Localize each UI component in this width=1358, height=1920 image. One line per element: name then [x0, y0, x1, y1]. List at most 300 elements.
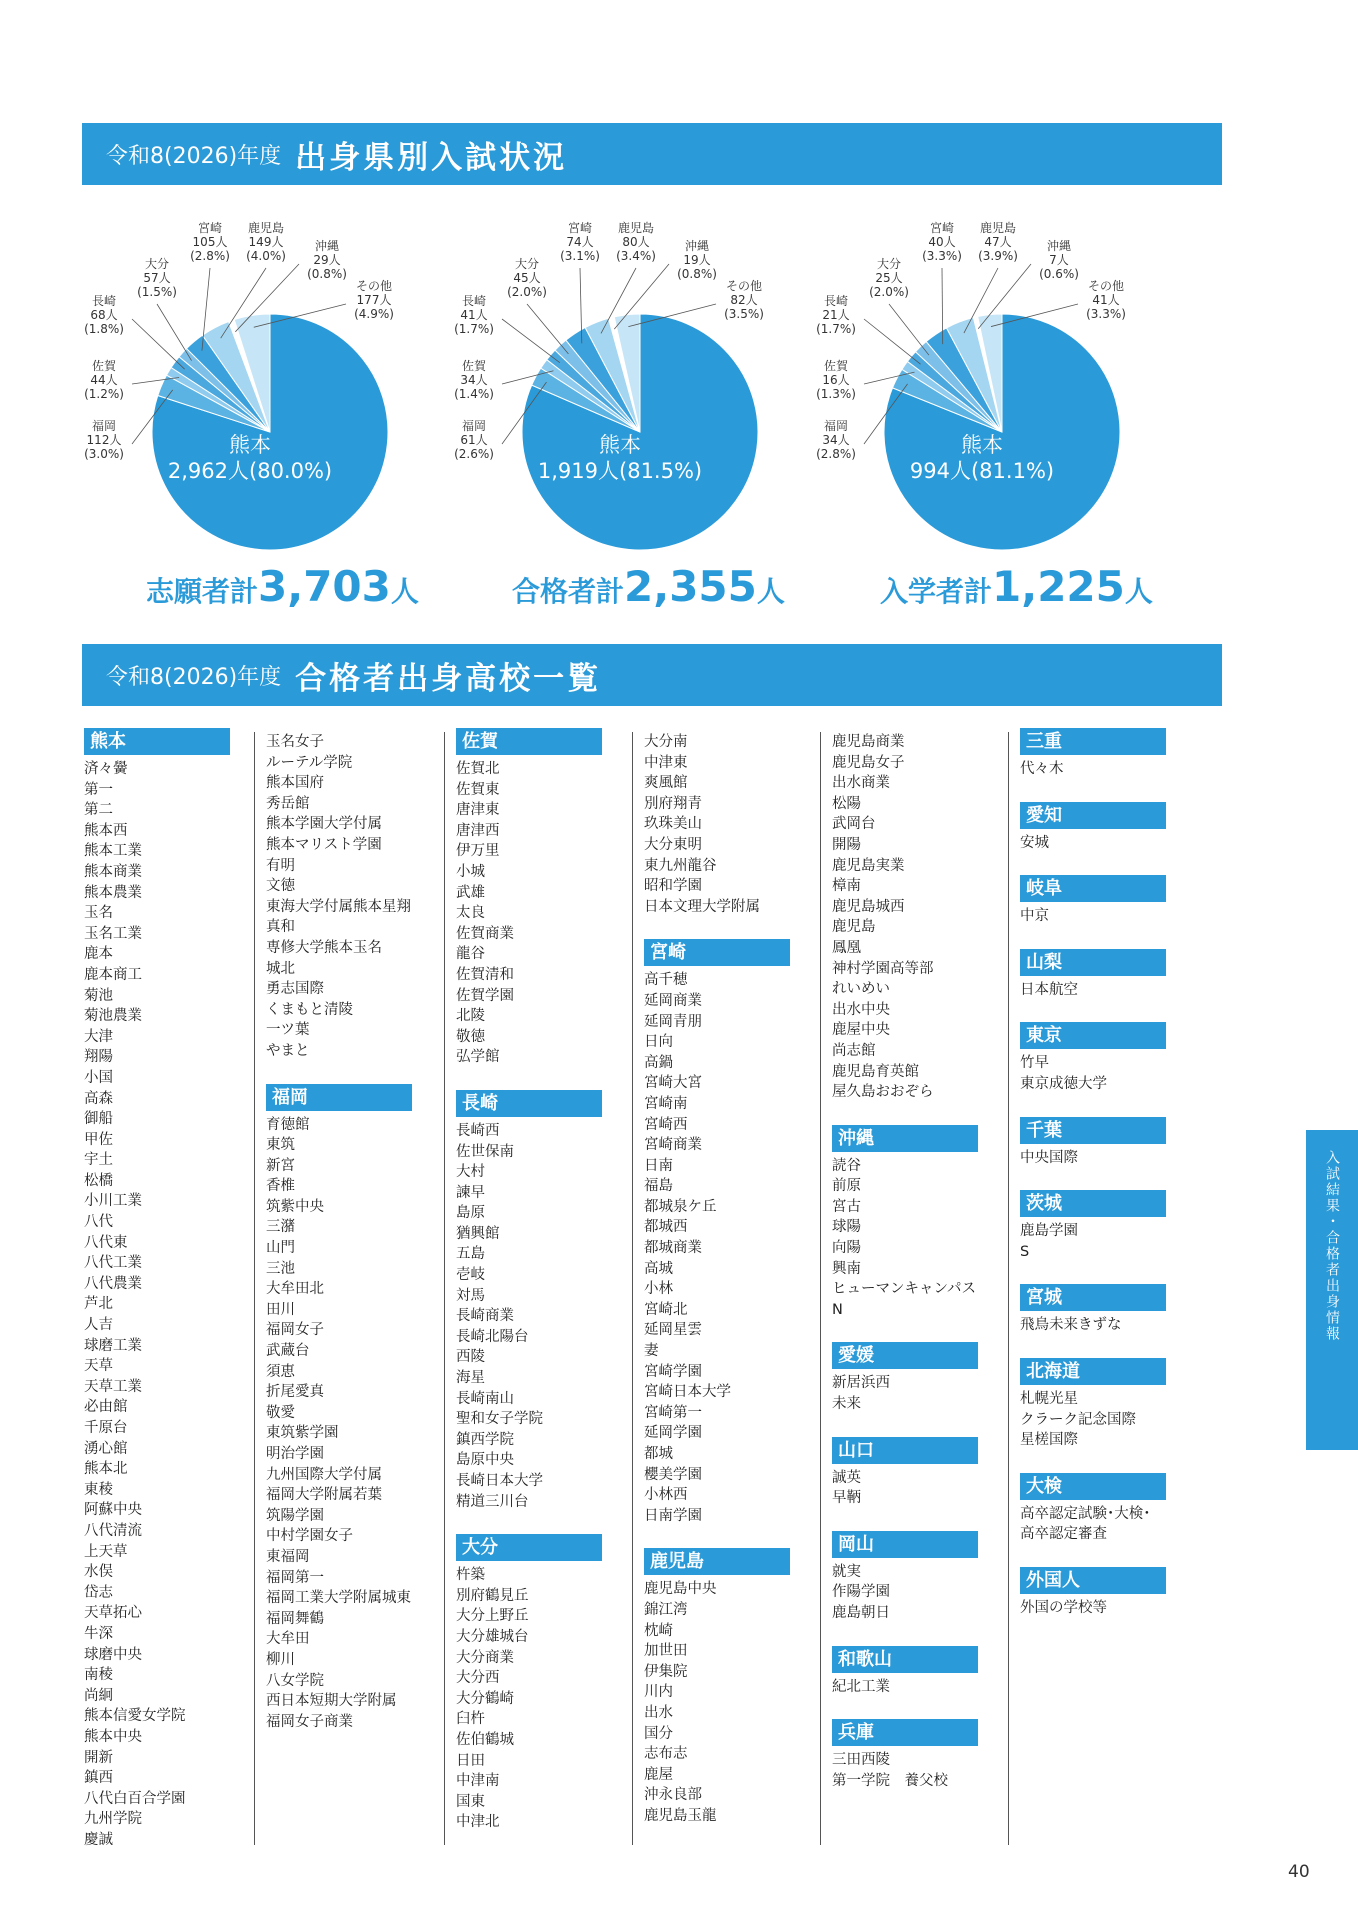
school-name: 八代白百合学園 — [84, 1790, 186, 1807]
school-name: 鹿島学園 — [1020, 1223, 1078, 1240]
school-name: 大牟田 — [266, 1631, 310, 1648]
school-name: 福岡第一 — [266, 1569, 324, 1586]
prefecture-heading: 三重 — [1020, 728, 1166, 755]
svg-text:(1.5%): (1.5%) — [137, 285, 177, 299]
prefecture-heading: 福岡 — [266, 1084, 412, 1111]
pie-leader-line — [132, 319, 185, 369]
school-name: 日本文理大学附属 — [644, 898, 760, 915]
school-name: 北陵 — [456, 1008, 485, 1025]
prefecture-heading: 長崎 — [456, 1090, 602, 1117]
school-name: 延岡商業 — [644, 992, 702, 1009]
section-era: 令和8(2026)年度 — [106, 143, 282, 169]
school-name: 高卒認定審査 — [1020, 1526, 1107, 1543]
svg-text:74人: 74人 — [566, 235, 594, 249]
school-name: 鹿児島玉龍 — [644, 1807, 717, 1824]
column-divider — [1008, 732, 1009, 1845]
school-name: 杵築 — [456, 1567, 485, 1584]
pie-chart-enrolled — [814, 200, 1154, 560]
school-name: 樟南 — [832, 878, 861, 895]
school-name: 国東 — [456, 1793, 485, 1810]
school-name: 中村学園女子 — [266, 1528, 353, 1545]
svg-text:鹿児島: 鹿児島 — [247, 221, 285, 235]
pie-leader-line — [864, 319, 921, 364]
pie-label-5 — [922, 220, 962, 263]
school-name: N — [832, 1301, 843, 1318]
svg-text:34人: 34人 — [822, 433, 850, 447]
pie-chart-passed — [452, 200, 792, 560]
school-name: 川内 — [644, 1684, 673, 1701]
pie-main-label-name: 熊本 — [961, 433, 1003, 457]
svg-text:(4.0%): (4.0%) — [246, 249, 286, 263]
school-name: 福島 — [644, 1178, 673, 1195]
school-name: 加世田 — [644, 1643, 688, 1660]
school-name: 芦北 — [84, 1296, 113, 1313]
pie-label-7 — [677, 238, 717, 281]
school-name: 日向 — [644, 1034, 673, 1051]
svg-text:その他: その他 — [1087, 279, 1125, 293]
school-name: 佐賀清和 — [456, 966, 514, 983]
school-name: 湧心館 — [84, 1440, 128, 1457]
school-name: 玉名 — [84, 905, 113, 922]
school-name: 八代東 — [84, 1234, 128, 1251]
school-name: 大牟田北 — [266, 1281, 324, 1298]
pie-leader-line — [502, 319, 560, 363]
school-name: 佐世保南 — [456, 1143, 514, 1160]
svg-text:57人: 57人 — [143, 271, 171, 285]
school-name: 宇土 — [84, 1152, 113, 1169]
prefecture-heading: 兵庫 — [832, 1719, 978, 1746]
school-name: 精道三川台 — [456, 1493, 529, 1510]
school-name: 東稜 — [84, 1481, 113, 1498]
school-column — [84, 728, 230, 1868]
school-name: 一ツ葉 — [266, 1022, 310, 1039]
pie-leader-line — [527, 304, 568, 354]
total-enrolled — [880, 562, 1153, 611]
school-name: 高千穂 — [644, 972, 688, 989]
school-name: 須恵 — [266, 1363, 295, 1380]
school-name: 唐津西 — [456, 822, 500, 839]
svg-text:34人: 34人 — [460, 373, 488, 387]
school-name: 誠英 — [832, 1469, 861, 1486]
school-name: 東京成徳大学 — [1020, 1075, 1107, 1092]
svg-text:(1.2%): (1.2%) — [84, 387, 124, 401]
school-name: 早鞆 — [832, 1490, 861, 1507]
section-title: 出身県別入試状況 — [295, 139, 568, 176]
school-name: 志布志 — [644, 1746, 688, 1763]
prefecture-heading: 大分 — [456, 1534, 602, 1561]
school-name: 錦江湾 — [644, 1601, 688, 1618]
school-name: 日田 — [456, 1752, 485, 1769]
school-name: 人吉 — [84, 1317, 113, 1334]
school-name: 熊本北 — [84, 1461, 128, 1478]
school-name: 筑紫中央 — [266, 1198, 324, 1215]
svg-text:25人: 25人 — [875, 271, 903, 285]
school-name: 真和 — [266, 919, 295, 936]
school-name: 高卒認定試験･大検･ — [1020, 1505, 1151, 1522]
school-name: 玖珠美山 — [644, 816, 702, 833]
school-column — [456, 728, 602, 1851]
school-name: 都城商業 — [644, 1240, 702, 1257]
pie-label-6 — [246, 220, 286, 263]
prefecture-heading: 愛知 — [1020, 802, 1166, 829]
school-name: 第二 — [84, 802, 113, 819]
school-name: 佐伯鶴城 — [456, 1731, 514, 1748]
pie-chart-applicants — [82, 200, 422, 560]
school-name: 尚志館 — [832, 1042, 876, 1059]
school-name: 宮崎西 — [644, 1116, 688, 1133]
school-name: やまと — [266, 1042, 310, 1059]
school-column — [266, 728, 412, 1750]
svg-text:長崎: 長崎 — [823, 294, 849, 308]
school-name: 球磨工業 — [84, 1337, 142, 1354]
svg-text:(2.0%): (2.0%) — [869, 285, 909, 299]
school-name: 福岡舞鶴 — [266, 1610, 324, 1627]
svg-text:大分: 大分 — [144, 257, 170, 271]
school-name: 第一学院 養父校 — [832, 1772, 948, 1789]
school-name: 専修大学熊本玉名 — [266, 939, 382, 956]
school-name: 球陽 — [832, 1219, 861, 1236]
school-name: 水俣 — [84, 1564, 113, 1581]
school-name: 阿蘇中央 — [84, 1502, 142, 1519]
school-name: 武岡台 — [832, 816, 876, 833]
svg-text:佐賀: 佐賀 — [461, 359, 487, 373]
school-name: 延岡学園 — [644, 1425, 702, 1442]
school-name: 太良 — [456, 905, 485, 922]
school-name: 東海大学付属熊本星翔 — [266, 898, 411, 915]
school-column — [644, 728, 790, 1845]
svg-text:宮崎: 宮崎 — [197, 221, 223, 235]
prefecture-heading: 沖縄 — [832, 1125, 978, 1152]
school-name: 都城 — [644, 1446, 673, 1462]
school-name: 中央国際 — [1020, 1149, 1078, 1166]
svg-text:その他: その他 — [355, 279, 393, 293]
school-name: 佐賀東 — [456, 781, 500, 798]
svg-text:大分: 大分 — [876, 257, 902, 271]
svg-text:177人: 177人 — [356, 293, 392, 307]
school-name: 菊池 — [84, 987, 113, 1004]
svg-text:福岡: 福岡 — [91, 419, 117, 433]
total-unit: 人 — [390, 575, 419, 608]
school-name: 長崎日本大学 — [456, 1473, 543, 1489]
total-unit: 人 — [756, 575, 785, 608]
school-name: 高森 — [84, 1090, 113, 1107]
column-divider — [444, 732, 445, 1845]
prefecture-heading: 山梨 — [1020, 949, 1166, 976]
svg-text:(3.4%): (3.4%) — [616, 249, 656, 263]
school-name: 必由館 — [84, 1399, 128, 1416]
school-name: 紀北工業 — [832, 1678, 890, 1695]
svg-text:44人: 44人 — [90, 373, 118, 387]
school-name: 聖和女子学院 — [456, 1411, 543, 1428]
school-name: 熊本学園大学付属 — [266, 816, 382, 833]
pie-label-8 — [724, 278, 764, 321]
svg-text:福岡: 福岡 — [461, 419, 487, 433]
school-name: 熊本中央 — [84, 1728, 142, 1745]
school-name: 就実 — [832, 1563, 861, 1580]
svg-text:長崎: 長崎 — [461, 294, 487, 308]
school-name: 中京 — [1020, 908, 1049, 925]
column-divider — [820, 732, 821, 1845]
school-name: 宮崎北 — [644, 1301, 688, 1318]
school-name: 弘学館 — [456, 1049, 500, 1066]
pie-label-5 — [190, 220, 230, 263]
school-name: 日本航空 — [1020, 981, 1078, 998]
prefecture-heading: 北海道 — [1020, 1358, 1166, 1385]
school-name: 開新 — [84, 1749, 113, 1766]
school-name: 興南 — [832, 1260, 861, 1277]
school-name: 向陽 — [832, 1240, 861, 1257]
school-name: 鳳凰 — [832, 939, 861, 956]
svg-text:(2.6%): (2.6%) — [454, 447, 494, 461]
svg-text:7人: 7人 — [1049, 253, 1069, 267]
school-name: 千原台 — [84, 1420, 128, 1436]
school-name: 鎮西学院 — [456, 1431, 514, 1448]
school-name: 中津北 — [456, 1814, 500, 1831]
school-name: 田川 — [266, 1301, 295, 1318]
school-name: 大分東明 — [644, 836, 702, 853]
svg-text:80人: 80人 — [622, 235, 650, 249]
school-name: 熊本工業 — [84, 843, 142, 860]
school-name: 鹿児島城西 — [832, 898, 905, 915]
school-name: ヒューマンキャンパス — [832, 1281, 976, 1298]
prefecture-heading: 岡山 — [832, 1531, 978, 1558]
school-name: 中津東 — [644, 754, 688, 771]
school-name: 鹿本商工 — [84, 966, 142, 983]
school-name: 安城 — [1020, 834, 1049, 851]
school-name: 秀岳館 — [266, 795, 310, 812]
svg-text:宮崎: 宮崎 — [567, 221, 593, 235]
school-name: 長崎商業 — [456, 1308, 514, 1325]
school-name: 別府翔青 — [644, 795, 702, 812]
svg-text:40人: 40人 — [928, 235, 956, 249]
svg-text:沖縄: 沖縄 — [1046, 239, 1072, 253]
school-name: 大分鶴崎 — [456, 1690, 514, 1707]
school-name: 星槎国際 — [1020, 1432, 1078, 1449]
school-name: 海星 — [456, 1370, 485, 1387]
school-name: 岱志 — [84, 1584, 113, 1601]
school-name: 大分西 — [456, 1670, 500, 1687]
school-name: 開陽 — [832, 836, 861, 853]
school-name: 熊本農業 — [84, 884, 142, 901]
school-name: 宮崎学園 — [644, 1363, 702, 1380]
school-name: 菊池農業 — [84, 1008, 142, 1025]
school-name: 東九州龍谷 — [644, 857, 717, 874]
svg-text:(3.5%): (3.5%) — [724, 307, 764, 321]
pie-label-4 — [507, 256, 547, 299]
school-name: 折尾愛真 — [266, 1384, 324, 1401]
school-name: 八代 — [84, 1214, 113, 1231]
school-name: 出水商業 — [832, 775, 890, 792]
svg-text:(3.3%): (3.3%) — [1086, 307, 1126, 321]
school-name: 武蔵台 — [266, 1343, 310, 1360]
prefecture-heading: 千葉 — [1020, 1117, 1166, 1144]
total-applicants — [146, 562, 419, 611]
school-name: 敬愛 — [266, 1404, 295, 1421]
svg-text:41人: 41人 — [1092, 293, 1120, 307]
school-name: 札幌光星 — [1020, 1390, 1078, 1407]
school-name: 第一 — [84, 781, 113, 798]
prefecture-heading: 岐阜 — [1020, 875, 1166, 902]
school-name: 福岡工業大学附属城東 — [266, 1590, 411, 1607]
school-name: 宮崎南 — [644, 1095, 688, 1112]
school-name: 神村学園高等部 — [832, 960, 934, 977]
school-name: 鹿屋中央 — [832, 1022, 890, 1039]
svg-text:(3.3%): (3.3%) — [922, 249, 962, 263]
school-name: 勇志国際 — [266, 981, 324, 998]
school-name: 鎮西 — [84, 1770, 113, 1787]
school-name: 熊本国府 — [266, 775, 324, 792]
school-name: 佐賀商業 — [456, 925, 514, 942]
school-name: 小林 — [644, 1281, 673, 1298]
school-name: 代々木 — [1020, 761, 1064, 777]
svg-text:45人: 45人 — [513, 271, 541, 285]
school-name: 鹿児島商業 — [832, 734, 905, 750]
school-name: 都城西 — [644, 1219, 688, 1236]
school-name: 三池 — [266, 1260, 295, 1277]
pie-label-6 — [616, 220, 656, 263]
pie-label-2 — [84, 358, 124, 401]
pie-main-label-name: 熊本 — [599, 433, 641, 457]
total-value: 1,225 — [992, 562, 1125, 611]
school-name: 熊本西 — [84, 822, 128, 839]
school-name: 福岡女子 — [266, 1322, 324, 1339]
pie-label-3 — [454, 293, 494, 336]
pie-label-8 — [354, 278, 394, 321]
pie-label-8 — [1086, 278, 1126, 321]
pie-label-1 — [84, 419, 124, 461]
svg-text:41人: 41人 — [460, 308, 488, 322]
school-name: 新居浜西 — [832, 1375, 890, 1392]
school-name: 東筑紫学園 — [266, 1425, 339, 1442]
school-name: 西陵 — [456, 1349, 485, 1366]
svg-text:29人: 29人 — [313, 253, 341, 267]
school-name: 文徳 — [266, 878, 295, 895]
svg-text:(1.7%): (1.7%) — [454, 322, 494, 336]
school-name: 五島 — [456, 1246, 485, 1263]
school-name: 小川工業 — [84, 1193, 142, 1210]
school-name: 日南 — [644, 1157, 673, 1174]
svg-text:宮崎: 宮崎 — [929, 221, 955, 235]
svg-text:佐賀: 佐賀 — [823, 359, 849, 373]
school-name: 八代農業 — [84, 1275, 142, 1292]
pie-label-5 — [560, 220, 600, 263]
school-name: 小林西 — [644, 1487, 688, 1504]
school-name: 唐津東 — [456, 802, 500, 819]
school-name: 牛深 — [84, 1625, 113, 1642]
school-name: 沖永良部 — [644, 1787, 702, 1804]
svg-text:(2.8%): (2.8%) — [816, 447, 856, 461]
school-name: 妻 — [644, 1343, 659, 1360]
school-name: 出水中央 — [832, 1001, 890, 1018]
school-name: 甲佐 — [84, 1131, 113, 1148]
side-tab-label: 入試結果・合格者出身情報 — [1324, 1150, 1340, 1342]
school-name: 高城 — [644, 1260, 673, 1277]
school-name: 作陽学園 — [832, 1584, 890, 1601]
school-name: 城北 — [266, 960, 295, 977]
school-name: 九州学院 — [84, 1811, 142, 1828]
school-name: 八代清流 — [84, 1522, 142, 1539]
pie-main-label-value: 994人(81.1%) — [909, 459, 1055, 483]
school-column — [832, 728, 978, 1809]
school-name: 天草 — [84, 1358, 113, 1375]
school-name: 尚絅 — [84, 1687, 113, 1704]
school-name: 熊本商業 — [84, 863, 142, 880]
school-name: 鹿屋 — [644, 1766, 673, 1783]
school-name: クラーク記念国際 — [1020, 1411, 1136, 1428]
side-index-tab[interactable] — [1306, 1130, 1358, 1450]
school-name: 大分商業 — [456, 1649, 514, 1666]
school-name: 球磨中央 — [84, 1646, 142, 1663]
school-name: 長崎西 — [456, 1122, 500, 1139]
svg-text:(0.8%): (0.8%) — [307, 267, 347, 281]
school-name: 伊集院 — [644, 1663, 688, 1680]
total-passed — [512, 562, 785, 611]
school-name: 延岡星雲 — [644, 1322, 702, 1339]
school-name: 熊本信愛女学院 — [84, 1708, 186, 1725]
school-name: 八女学院 — [266, 1672, 324, 1689]
svg-text:佐賀: 佐賀 — [91, 359, 117, 373]
school-name: 宮崎商業 — [644, 1137, 702, 1154]
svg-text:16人: 16人 — [822, 373, 850, 387]
school-name: 九州国際大学付属 — [266, 1466, 382, 1483]
section-banner-schools — [82, 644, 1222, 706]
svg-text:福岡: 福岡 — [823, 419, 849, 433]
school-name: 山門 — [266, 1240, 295, 1257]
total-label: 志願者計 — [146, 575, 259, 608]
prefecture-heading: 熊本 — [84, 728, 230, 755]
school-name: 三田西陵 — [832, 1752, 890, 1769]
svg-text:大分: 大分 — [514, 257, 540, 271]
school-name: 熊本マリスト学園 — [266, 836, 382, 853]
school-name: ルーテル学院 — [266, 754, 353, 771]
school-name: 玉名女子 — [266, 734, 324, 750]
prefecture-heading: 鹿児島 — [644, 1548, 790, 1575]
school-name: 諫早 — [456, 1184, 485, 1201]
school-name: 竹早 — [1020, 1055, 1049, 1072]
prefecture-heading: 茨城 — [1020, 1190, 1166, 1217]
svg-text:その他: その他 — [725, 279, 763, 293]
svg-text:長崎: 長崎 — [91, 294, 117, 308]
svg-text:鹿児島: 鹿児島 — [979, 221, 1017, 235]
school-name: 龍谷 — [456, 946, 485, 963]
school-name: 壱岐 — [456, 1267, 485, 1284]
pie-label-4 — [137, 256, 177, 299]
school-name: 島原中央 — [456, 1452, 514, 1469]
school-name: 高鍋 — [644, 1054, 673, 1071]
pie-main-label-value: 1,919人(81.5%) — [537, 459, 703, 483]
school-name: 翔陽 — [84, 1049, 113, 1066]
school-name: 済々黌 — [84, 761, 128, 777]
svg-text:(2.0%): (2.0%) — [507, 285, 547, 299]
school-name: 小国 — [84, 1069, 113, 1086]
school-name: 長崎南山 — [456, 1390, 514, 1407]
school-name: 猶興館 — [456, 1225, 500, 1242]
school-name: 大津 — [84, 1028, 113, 1045]
svg-text:21人: 21人 — [822, 308, 850, 322]
pie-label-2 — [816, 358, 856, 401]
school-name: 鹿児島育英館 — [832, 1063, 919, 1080]
svg-text:149人: 149人 — [248, 235, 284, 249]
pie-main-label-value: 2,962人(80.0%) — [167, 459, 333, 483]
svg-text:(2.8%): (2.8%) — [190, 249, 230, 263]
svg-text:鹿児島: 鹿児島 — [617, 221, 655, 235]
svg-text:19人: 19人 — [683, 253, 711, 267]
school-name: くまもと清陵 — [266, 1001, 353, 1018]
svg-text:(1.7%): (1.7%) — [816, 322, 856, 336]
school-name: 長崎北陽台 — [456, 1328, 529, 1345]
pie-label-1 — [816, 419, 856, 461]
prefecture-heading: 宮崎 — [644, 939, 790, 966]
